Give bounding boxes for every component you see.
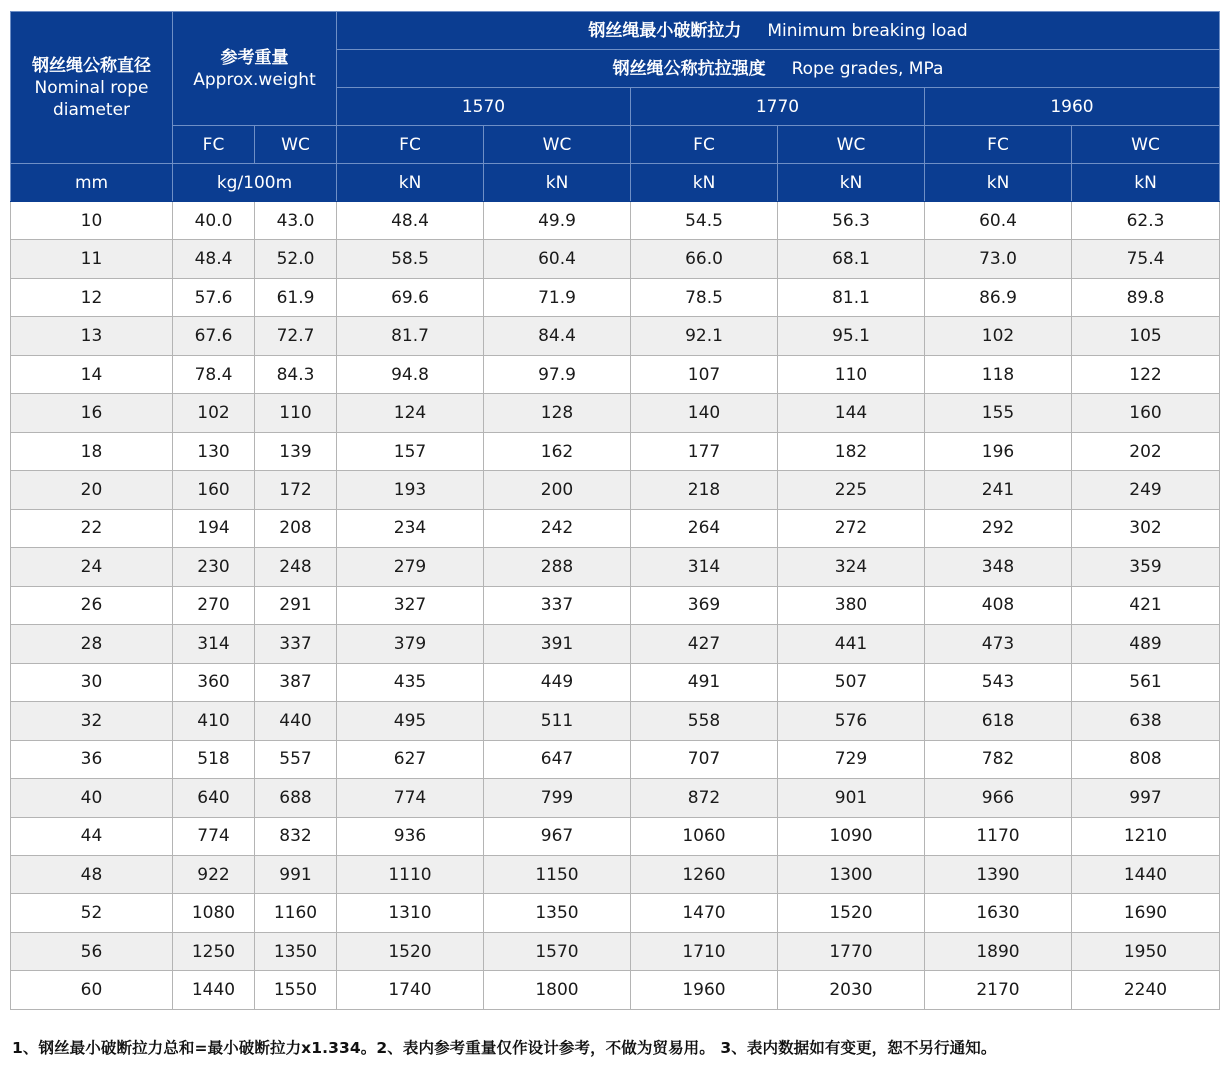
table-cell: 387 — [255, 663, 337, 701]
table-cell: 507 — [778, 663, 925, 701]
unit-header: kN — [337, 164, 484, 202]
table-cell: 225 — [778, 471, 925, 509]
table-cell: 1570 — [484, 932, 631, 970]
table-cell: 172 — [255, 471, 337, 509]
table-cell: 54.5 — [631, 202, 778, 240]
core-type-header: WC — [484, 126, 631, 164]
table-cell: 36 — [11, 740, 173, 778]
table-cell: 1470 — [631, 894, 778, 932]
table-cell: 139 — [255, 432, 337, 470]
table-row — [11, 278, 1220, 316]
table-cell: 799 — [484, 779, 631, 817]
table-cell: 1950 — [1072, 932, 1220, 970]
table-cell: 638 — [1072, 702, 1220, 740]
table-cell: 194 — [173, 509, 255, 547]
table-cell: 543 — [925, 663, 1072, 701]
table-cell: 110 — [778, 355, 925, 393]
table-cell: 421 — [1072, 586, 1220, 624]
table-cell: 107 — [631, 355, 778, 393]
table-cell: 110 — [255, 394, 337, 432]
table-cell: 72.7 — [255, 317, 337, 355]
table-cell: 473 — [925, 625, 1072, 663]
table-cell: 1440 — [173, 971, 255, 1009]
table-cell: 1710 — [631, 932, 778, 970]
table-cell: 196 — [925, 432, 1072, 470]
table-cell: 68.1 — [778, 240, 925, 278]
table-cell: 48 — [11, 855, 173, 893]
table-cell: 248 — [255, 548, 337, 586]
table-row — [11, 894, 1220, 932]
table-cell: 314 — [631, 548, 778, 586]
table-row — [11, 817, 1220, 855]
unit-header: mm — [11, 164, 173, 202]
table-cell: 56.3 — [778, 202, 925, 240]
table-cell: 81.1 — [778, 278, 925, 316]
table-cell: 84.4 — [484, 317, 631, 355]
table-cell: 1170 — [925, 817, 1072, 855]
table-cell: 441 — [778, 625, 925, 663]
grades-header-en: Rope grades, MPa — [791, 58, 944, 79]
table-cell: 78.4 — [173, 355, 255, 393]
table-cell: 1150 — [484, 855, 631, 893]
table-cell: 511 — [484, 702, 631, 740]
table-cell: 688 — [255, 779, 337, 817]
table-cell: 71.9 — [484, 278, 631, 316]
table-cell: 89.8 — [1072, 278, 1220, 316]
table-cell: 967 — [484, 817, 631, 855]
table-cell: 124 — [337, 394, 484, 432]
table-cell: 408 — [925, 586, 1072, 624]
table-body — [11, 202, 1220, 1010]
table-row — [11, 663, 1220, 701]
table-cell: 102 — [925, 317, 1072, 355]
table-cell: 67.6 — [173, 317, 255, 355]
table-cell: 1550 — [255, 971, 337, 1009]
table-cell: 12 — [11, 278, 173, 316]
table-cell: 61.9 — [255, 278, 337, 316]
table-cell: 40 — [11, 779, 173, 817]
grades-header-cn: 钢丝绳公称抗拉强度 — [612, 58, 766, 79]
table-cell: 1350 — [484, 894, 631, 932]
unit-header: kN — [778, 164, 925, 202]
mbl-header-en: Minimum breaking load — [767, 20, 968, 41]
table-cell: 92.1 — [631, 317, 778, 355]
grade-1770-header: 1770 — [631, 88, 925, 126]
table-cell: 24 — [11, 548, 173, 586]
table-cell: 40.0 — [173, 202, 255, 240]
table-cell: 230 — [173, 548, 255, 586]
table-row — [11, 394, 1220, 432]
table-cell: 157 — [337, 432, 484, 470]
table-cell: 66.0 — [631, 240, 778, 278]
table-cell: 60.4 — [484, 240, 631, 278]
footnote: 1、钢丝最小破断拉力总和=最小破断拉力x1.334。2、表内参考重量仅作设计参考，不做为贸易用。 3、表内数据如有变更，恕不另行通知。 — [12, 1039, 997, 1057]
table-cell: 49.9 — [484, 202, 631, 240]
grade-1570-header: 1570 — [337, 88, 631, 126]
unit-header: kN — [1072, 164, 1220, 202]
table-cell: 30 — [11, 663, 173, 701]
diameter-header — [11, 12, 173, 164]
table-cell: 495 — [337, 702, 484, 740]
table-cell: 557 — [255, 740, 337, 778]
mbl-header-cn: 钢丝绳最小破断拉力 — [588, 20, 742, 41]
table-cell: 729 — [778, 740, 925, 778]
table-cell: 337 — [255, 625, 337, 663]
table-cell: 105 — [1072, 317, 1220, 355]
table-cell: 872 — [631, 779, 778, 817]
table-cell: 1250 — [173, 932, 255, 970]
table-cell: 128 — [484, 394, 631, 432]
table-cell: 270 — [173, 586, 255, 624]
table-row — [11, 971, 1220, 1009]
table-cell: 997 — [1072, 779, 1220, 817]
table-cell: 102 — [173, 394, 255, 432]
table-cell: 1520 — [337, 932, 484, 970]
table-cell: 26 — [11, 586, 173, 624]
weight-header-en: Approx.weight — [193, 69, 316, 90]
table-row — [11, 240, 1220, 278]
table-cell: 1520 — [778, 894, 925, 932]
table-cell: 200 — [484, 471, 631, 509]
unit-header: kg/100m — [173, 164, 337, 202]
table-cell: 1090 — [778, 817, 925, 855]
table-cell: 272 — [778, 509, 925, 547]
table-cell: 193 — [337, 471, 484, 509]
table-cell: 44 — [11, 817, 173, 855]
table-cell: 327 — [337, 586, 484, 624]
core-type-header: WC — [1072, 126, 1220, 164]
table-cell: 1890 — [925, 932, 1072, 970]
table-cell: 78.5 — [631, 278, 778, 316]
table-cell: 202 — [1072, 432, 1220, 470]
table-cell: 966 — [925, 779, 1072, 817]
table-cell: 1690 — [1072, 894, 1220, 932]
table-cell: 491 — [631, 663, 778, 701]
table-cell: 97.9 — [484, 355, 631, 393]
table-cell: 84.3 — [255, 355, 337, 393]
table-cell: 808 — [1072, 740, 1220, 778]
table-cell: 241 — [925, 471, 1072, 509]
table-row — [11, 202, 1220, 240]
table-cell: 13 — [11, 317, 173, 355]
core-type-header: FC — [173, 126, 255, 164]
table-cell: 86.9 — [925, 278, 1072, 316]
table-cell: 647 — [484, 740, 631, 778]
core-type-header: FC — [337, 126, 484, 164]
table-cell: 774 — [173, 817, 255, 855]
table-cell: 1080 — [173, 894, 255, 932]
table-cell: 1800 — [484, 971, 631, 1009]
table-cell: 155 — [925, 394, 1072, 432]
weight-header-cn: 参考重量 — [220, 47, 289, 68]
table-cell: 936 — [337, 817, 484, 855]
table-cell: 1630 — [925, 894, 1072, 932]
table-cell: 234 — [337, 509, 484, 547]
table-cell: 18 — [11, 432, 173, 470]
table-cell: 16 — [11, 394, 173, 432]
table-cell: 48.4 — [173, 240, 255, 278]
table-cell: 576 — [778, 702, 925, 740]
table-cell: 160 — [173, 471, 255, 509]
table-cell: 1060 — [631, 817, 778, 855]
table-cell: 291 — [255, 586, 337, 624]
table-cell: 314 — [173, 625, 255, 663]
table-cell: 62.3 — [1072, 202, 1220, 240]
table-cell: 1160 — [255, 894, 337, 932]
table-cell: 832 — [255, 817, 337, 855]
table-cell: 1770 — [778, 932, 925, 970]
table-cell: 1350 — [255, 932, 337, 970]
table-cell: 60.4 — [925, 202, 1072, 240]
table-cell: 1260 — [631, 855, 778, 893]
grades-header — [337, 50, 1220, 88]
table-cell: 122 — [1072, 355, 1220, 393]
table-cell: 292 — [925, 509, 1072, 547]
table-row — [11, 586, 1220, 624]
table-cell: 130 — [173, 432, 255, 470]
table-cell: 10 — [11, 202, 173, 240]
table-cell: 427 — [631, 625, 778, 663]
table-cell: 901 — [778, 779, 925, 817]
table-cell: 52 — [11, 894, 173, 932]
table-cell: 20 — [11, 471, 173, 509]
table-cell: 75.4 — [1072, 240, 1220, 278]
table-cell: 208 — [255, 509, 337, 547]
table-cell: 60 — [11, 971, 173, 1009]
table-cell: 73.0 — [925, 240, 1072, 278]
table-cell: 2240 — [1072, 971, 1220, 1009]
table-cell: 58.5 — [337, 240, 484, 278]
table-cell: 991 — [255, 855, 337, 893]
table-cell: 627 — [337, 740, 484, 778]
table-cell: 22 — [11, 509, 173, 547]
table-cell: 182 — [778, 432, 925, 470]
table-cell: 144 — [778, 394, 925, 432]
core-type-header: WC — [778, 126, 925, 164]
table-cell: 369 — [631, 586, 778, 624]
table-row — [11, 471, 1220, 509]
table-cell: 249 — [1072, 471, 1220, 509]
table-cell: 162 — [484, 432, 631, 470]
table-row — [11, 548, 1220, 586]
table-row — [11, 432, 1220, 470]
table-row — [11, 855, 1220, 893]
diameter-header-en-1: Nominal rope — [34, 77, 149, 98]
table-cell: 43.0 — [255, 202, 337, 240]
core-type-header: FC — [925, 126, 1072, 164]
table-cell: 118 — [925, 355, 1072, 393]
table-cell: 782 — [925, 740, 1072, 778]
table-cell: 380 — [778, 586, 925, 624]
table-cell: 558 — [631, 702, 778, 740]
table-cell: 1390 — [925, 855, 1072, 893]
table-row — [11, 932, 1220, 970]
table-cell: 379 — [337, 625, 484, 663]
table-cell: 774 — [337, 779, 484, 817]
table-cell: 242 — [484, 509, 631, 547]
table-cell: 140 — [631, 394, 778, 432]
table-cell: 561 — [1072, 663, 1220, 701]
unit-header: kN — [631, 164, 778, 202]
table-cell: 81.7 — [337, 317, 484, 355]
table-header — [11, 12, 1220, 202]
table-cell: 518 — [173, 740, 255, 778]
table-cell: 1210 — [1072, 817, 1220, 855]
table-cell: 95.1 — [778, 317, 925, 355]
table-cell: 2030 — [778, 971, 925, 1009]
core-type-header: WC — [255, 126, 337, 164]
table-cell: 1740 — [337, 971, 484, 1009]
rope-spec-table — [10, 11, 1220, 1010]
table-cell: 218 — [631, 471, 778, 509]
table-cell: 28 — [11, 625, 173, 663]
unit-header: kN — [925, 164, 1072, 202]
table-cell: 302 — [1072, 509, 1220, 547]
table-cell: 410 — [173, 702, 255, 740]
table-cell: 177 — [631, 432, 778, 470]
table-row — [11, 317, 1220, 355]
table-cell: 922 — [173, 855, 255, 893]
table-cell: 707 — [631, 740, 778, 778]
table-row — [11, 509, 1220, 547]
table-cell: 264 — [631, 509, 778, 547]
table-cell: 489 — [1072, 625, 1220, 663]
unit-header: kN — [484, 164, 631, 202]
table-row — [11, 779, 1220, 817]
table-cell: 1310 — [337, 894, 484, 932]
table-cell: 359 — [1072, 548, 1220, 586]
table-cell: 1110 — [337, 855, 484, 893]
grade-1960-header: 1960 — [925, 88, 1220, 126]
table-cell: 640 — [173, 779, 255, 817]
table-row — [11, 702, 1220, 740]
table-cell: 94.8 — [337, 355, 484, 393]
table-row — [11, 740, 1220, 778]
table-cell: 360 — [173, 663, 255, 701]
table-cell: 288 — [484, 548, 631, 586]
table-cell: 435 — [337, 663, 484, 701]
diameter-header-cn: 钢丝绳公称直径 — [32, 55, 151, 76]
table-cell: 348 — [925, 548, 1072, 586]
table-row — [11, 625, 1220, 663]
table-cell: 11 — [11, 240, 173, 278]
table-cell: 391 — [484, 625, 631, 663]
table-cell: 32 — [11, 702, 173, 740]
table-cell: 57.6 — [173, 278, 255, 316]
core-type-header: FC — [631, 126, 778, 164]
table-cell: 279 — [337, 548, 484, 586]
table-cell: 52.0 — [255, 240, 337, 278]
diameter-header-en-2: diameter — [52, 99, 131, 120]
table-cell: 440 — [255, 702, 337, 740]
table-cell: 324 — [778, 548, 925, 586]
table-cell: 337 — [484, 586, 631, 624]
table-cell: 2170 — [925, 971, 1072, 1009]
table-cell: 449 — [484, 663, 631, 701]
table-cell: 48.4 — [337, 202, 484, 240]
table-cell: 56 — [11, 932, 173, 970]
table-cell: 69.6 — [337, 278, 484, 316]
table-cell: 1300 — [778, 855, 925, 893]
table-cell: 14 — [11, 355, 173, 393]
table-cell: 1440 — [1072, 855, 1220, 893]
mbl-header — [337, 12, 1220, 50]
table-cell: 1960 — [631, 971, 778, 1009]
table-row — [11, 355, 1220, 393]
table-cell: 618 — [925, 702, 1072, 740]
table-cell: 160 — [1072, 394, 1220, 432]
weight-header — [173, 12, 337, 126]
